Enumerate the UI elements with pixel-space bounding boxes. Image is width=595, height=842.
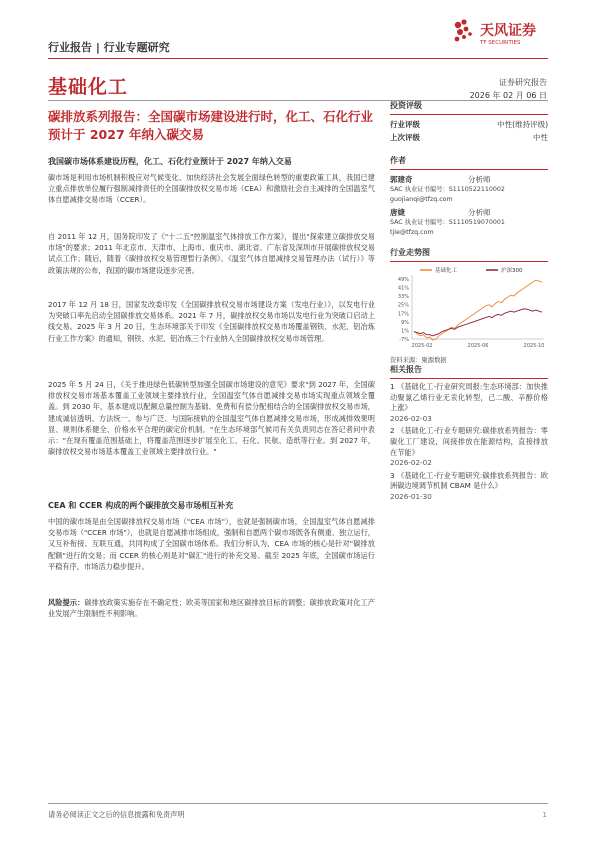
related-date: 2026-01-30 [390, 491, 432, 501]
trend-chart [390, 265, 548, 350]
company-logo [452, 18, 552, 46]
rating-heading: 投资评级 [390, 101, 422, 110]
section-heading-2: CEA 和 CCER 构成的两个碳排放交易市场相互补充 [48, 501, 234, 510]
paragraph-1: 碳市场是利用市场机制积极应对气候变化、加快经济社会发展全面绿色转型的重要政策工具，我国已建立重点排放单位履行强制减排责任的全国碳排放权交易市场（CEA）和激励社会自主减排的全国温室气体自愿减排交易市场（CCER）。 [48, 173, 375, 205]
logo-en: TF SECURITIES [480, 40, 521, 46]
paragraph-5: 中国的碳市场是由全国碳排放权交易市场（"CEA 市场"），也就是强制碳市场，全国温室气体自愿减排交易市场（"CCER 市场"），也就是自愿减排市场组成，强制和自愿两个碳市场既各有侧重、独立运行，又互补衔接、互联互通，共同构成了全国碳市场体系。我们分析认为，CEA 市场的核心是针对"碳排放配额"进行的交易；而 CCER 的核心则是对"碳汇"进行的补充交易。截至 2025 年底，全国碳市场运行平稳有序，市场活力稳步提升。 [48, 517, 375, 571]
report-type: 行业报告 | 行业专题研究 [48, 41, 170, 54]
author-name: 郭建奇 [390, 175, 413, 184]
report-title: 碳排放系列报告：全国碳市场建设进行时，化工、石化行业预计于 2027 年纳入碳交易 [48, 109, 374, 142]
author-role: 分析师 [468, 175, 491, 184]
related-date: 2026-02-02 [390, 458, 432, 468]
y-tick-label: 9% [401, 319, 409, 326]
risk-text: 碳排放政策实施存在不确定性；欧美等国家和地区碳排放目标的调整；碳排放政策对化工产业发展产生限制性不利影响。 [48, 598, 375, 619]
authors-heading: 作者 [390, 156, 406, 165]
trend-heading: 行业走势图 [390, 248, 430, 257]
related-title[interactable]: 2 《基础化工-行业专题研究:碳排放系列报告：零碳化工厂建设，间接排放在能源结构，直接排放在节能》 [390, 426, 548, 457]
header-divider [48, 58, 548, 59]
risk-label: 风险提示： [48, 598, 85, 607]
industry-rating-label: 行业评级 [390, 120, 420, 129]
author-name: 唐婕 [390, 208, 405, 218]
logo-mark-icon [452, 18, 552, 46]
y-tick-label: 1% [401, 328, 409, 335]
x-tick-label: 2025-06 [467, 343, 489, 349]
y-tick-label: 17% [397, 311, 409, 318]
chart-source: 资料来源：聚源数据 [390, 357, 447, 364]
section-heading-1: 我国碳市场体系建设历程，化工、石化行业预计于 2027 年纳入交易 [48, 157, 292, 166]
disclaimer: 请务必阅读正文之后的信息披露和免责声明 [48, 810, 185, 819]
report-date: 2026 年 02 月 06 日 [469, 91, 547, 100]
author-email[interactable]: tjie@tfzq.com [390, 228, 434, 236]
prev-rating-row [390, 131, 548, 144]
author-sac: SAC 执业证书编号：S1110519070001 [390, 219, 505, 227]
author-role: 分析师 [468, 208, 491, 218]
related-date: 2026-02-03 [390, 413, 432, 423]
y-tick-label: 49% [397, 277, 409, 283]
related-heading: 相关报告 [390, 365, 422, 374]
y-tick-label: 41% [397, 285, 409, 292]
divider [390, 169, 548, 170]
related-report-1[interactable] [390, 382, 548, 424]
related-title[interactable]: 1 《基础化工-行业研究周报:生态环境部：加快推动聚氯乙烯行业无汞化转型，己二酸、辛醇价格上涨》 [390, 382, 548, 413]
author-1 [390, 174, 548, 204]
series-line-2 [414, 309, 542, 336]
divider [390, 378, 548, 379]
industry-rating-value: 中性(维持评级) [497, 120, 548, 129]
legend-label: 基础化工 [435, 268, 458, 274]
sector-title: 基础化工 [48, 76, 129, 98]
page-number: 1 [542, 810, 547, 819]
x-tick-label: 2025-02 [411, 343, 433, 349]
paragraph-2: 自 2011 年 12 月，国务院印发了《"十二五"控制温室气体排放工作方案》，提出"探索建立碳排放交易市场"的要求；2011 年北京市、天津市、上海市、重庆市、湖北省、广东省及深圳市开展碳排放权交易试点工作；随后，随着《碳排放权交易管理暂行条例》、《温室气体自愿减排交易管理办法（试行）》等政策法规的公布，我国的碳市场建设逐步完善。 [48, 232, 375, 275]
report-tag: 证券研究报告 [499, 78, 547, 87]
logo-cn: 天风证券 [480, 23, 536, 39]
series-line-1 [414, 280, 542, 340]
paragraph-3: 2017 年 12 月 18 日，国家发改委印发《全国碳排放权交易市场建设方案（发电行业）》，以发电行业为突破口率先启动全国碳排放交易体系。2021 年 7 月，碳排放权交易市场以发电行业为突破口启动上线交易。2025 年 3 月 20 日，生态环境部关于印发《全国碳排放权交易市场覆盖钢铁、水泥、铝冶炼行业工作方案》的通知，钢铁、水泥、铝冶炼三个行业纳入全国碳排放权交易市场管理。 [48, 300, 375, 343]
y-tick-label: 33% [397, 294, 409, 301]
divider [390, 114, 548, 115]
author-email[interactable]: guojianqi@tfzq.com [390, 195, 453, 203]
industry-rating-row [390, 118, 548, 131]
related-report-3[interactable] [390, 471, 548, 503]
prev-rating-value: 中性 [533, 133, 548, 142]
y-tick-label: -7% [399, 337, 409, 343]
sidebar [390, 100, 548, 144]
footer-divider [48, 803, 548, 804]
x-tick-label: 2025-10 [523, 343, 545, 349]
divider [390, 261, 548, 262]
paragraph-4: 2025 年 5 月 24 日，《关于推进绿色低碳转型加强全国碳市场建设的意见》要求"到 2027 年，全国碳排放权交易市场基本覆盖工业领域主要排放行业，全国温室气体自愿减排交易市场实现重点领域全覆盖。到 2030 年，基本建成以配额总量控制为基础、免费和有偿分配相结合的全国碳排放权交易市场，建成诚信透明、方法统一、参与广泛、与国际接轨的全国温室气体自愿减排交易市场，形成减排效果明显、规则体系健全、价格水平合理的碳定价机制。"在生态环境部气候司有关负责同志在答记者问中表示："在现有覆盖范围基础上，将覆盖范围逐步扩展至化工、石化、民航、造纸等行业。到 2027 年，碳排放权交易市场基本覆盖工业领域主要排放行业。" [48, 380, 375, 457]
prev-rating-label: 上次评级 [390, 133, 420, 142]
related-title[interactable]: 3 《基础化工-行业专题研究:碳排放系列报告：欧洲碳边境调节机制 CBAM 是什么》 [390, 470, 548, 491]
legend-label: 沪深300 [501, 268, 523, 274]
author-sac: SAC 执业证书编号：S1110522110002 [390, 186, 505, 193]
related-report-2[interactable] [390, 426, 548, 468]
y-tick-label: 25% [397, 302, 409, 309]
risk-warning [48, 597, 375, 619]
authors-block [390, 155, 548, 237]
author-2 [390, 207, 548, 237]
trend-block [390, 247, 548, 366]
related-block [390, 364, 548, 503]
